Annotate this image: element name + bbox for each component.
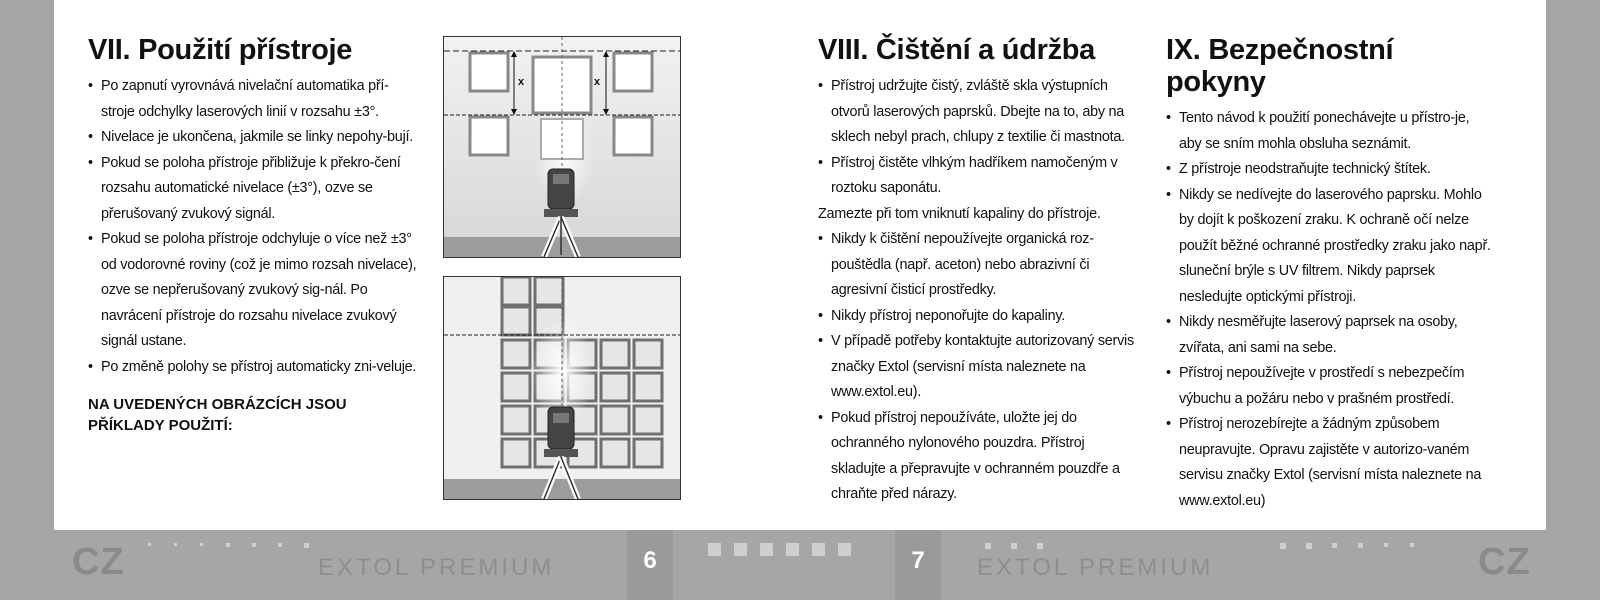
section-ix-list — [1166, 106, 1492, 514]
bullet-item: • V případě potřeby kontaktujte autorizovaný servis značky Extol (servisní místa naleznete na www.extol.eu). — [818, 329, 1140, 406]
footer-dot — [786, 543, 799, 556]
bullet-item: • Pokud přístroj nepoužíváte, uložte jej do ochranného nylonového pouzdra. Přístroj skladujte a přepravujte v ochranném pouzdře a chraňte před nárazy. — [818, 406, 1140, 508]
footer-dot — [1332, 543, 1337, 548]
footer-dot — [1037, 543, 1043, 549]
bullet-item: • Pokud se poloha přístroje přibližuje k překro-čení rozsahu automatické nivelace (±3°), ozve se přerušovaný zvukový signál. — [88, 151, 418, 228]
footer-dot — [200, 543, 203, 546]
footer-dot — [1280, 543, 1286, 549]
footer-dot — [760, 543, 773, 556]
bullet-item: • Nikdy nesměřujte laserový paprsek na osoby, zvířata, ani sami na sebe. — [1166, 310, 1492, 361]
footer-dot — [812, 543, 825, 556]
footer-dot — [304, 543, 309, 548]
section-viii-list-a — [818, 74, 1140, 202]
section-viii — [818, 34, 1140, 508]
brand-left: EXTOL PREMIUM — [318, 554, 555, 581]
bullet-item: • Přístroj nerozebírejte a žádným způsobem neupravujte. Opravu zajistěte v autorizo-vaném servisu značky Extol (servisní místa naleznete na www.extol.eu) — [1166, 412, 1492, 514]
section-ix — [1166, 34, 1492, 514]
footer-dot — [708, 543, 721, 556]
figure-tiles — [443, 276, 681, 500]
footer-dot — [148, 543, 151, 546]
footer-dot — [252, 543, 256, 547]
page-right — [800, 0, 1546, 530]
section-vii-list — [88, 74, 418, 380]
measure-label-left: x — [518, 76, 525, 88]
brand-right: EXTOL PREMIUM — [977, 554, 1214, 581]
figure-tiles-drawing — [444, 277, 680, 499]
section-vii — [88, 34, 418, 436]
lang-code-left: CZ — [72, 541, 125, 583]
footer-dot — [1410, 543, 1414, 547]
footer-dot — [1384, 543, 1388, 547]
section-viii-plain: Zamezte při tom vniknutí kapaliny do přístroje. — [818, 205, 1101, 222]
footer-dot — [734, 543, 747, 556]
section-viii-list-b — [818, 227, 1140, 508]
bullet-item: • Přístroj nepoužívejte v prostředí s nebezpečím výbuchu a požáru nebo v prašném prostředí. — [1166, 361, 1492, 412]
footer — [0, 530, 1600, 600]
footer-dot — [985, 543, 991, 549]
bullet-item: • Nikdy k čištění nepoužívejte organická roz-pouštědla (např. aceton) nebo abrazivní či agresivní čisticí prostředky. — [818, 227, 1140, 304]
footer-dot — [1358, 543, 1363, 548]
bullet-item: • Nivelace je ukončena, jakmile se linky nepohy-bují. — [88, 125, 418, 151]
bullet-item: • Nikdy přístroj neponořujte do kapaliny. — [818, 304, 1140, 330]
bullet-item: • Po změně polohy se přístroj automaticky zni-veluje. — [88, 355, 418, 381]
footer-dot — [838, 543, 851, 556]
measure-label-right: x — [594, 76, 601, 88]
bullet-item: • Pokud se poloha přístroje odchyluje o více než ±3° od vodorovné roviny (což je mimo rozsah nivelace), ozve se nepřerušovaný zvukový sig-nál. Po navrácení přístroje do rozsahu nivelace zvukový signál ustane. — [88, 227, 418, 355]
section-ix-title: IX. Bezpečnostní pokyny — [1166, 34, 1394, 98]
bullet-item: • Po zapnutí vyrovnává nivelační automatika pří-stroje odchylky laserových linií v rozsahu ±3°. — [88, 74, 418, 125]
laser-level-device — [544, 169, 578, 257]
bullet-item: • Přístroj čistěte vlhkým hadříkem namočeným v roztoku saponátu. — [818, 151, 1140, 202]
footer-dot — [278, 543, 282, 547]
page-left — [54, 0, 800, 530]
page-number-left: 6 — [627, 530, 673, 600]
figure-wall-pictures — [443, 36, 681, 258]
page-number-right: 7 — [895, 530, 941, 600]
bullet-item: • Tento návod k použití ponechávejte u přístro-je, aby se sním mohla obsluha seznámit. — [1166, 106, 1492, 157]
footer-dot — [1011, 543, 1017, 549]
bullet-item: • Z přístroje neodstraňujte technický štítek. — [1166, 157, 1492, 183]
figure-wall-pictures-drawing — [444, 37, 680, 257]
footer-dot — [174, 543, 177, 546]
bullet-item: • Přístroj udržujte čistý, zvláště skla výstupních otvorů laserových paprsků. Dbejte na to, aby na sklech nebyl prach, chlupy z textilie či mastnota. — [818, 74, 1140, 151]
footer-dot — [226, 543, 230, 547]
section-viii-title: VIII. Čištění a údržba — [818, 34, 1096, 66]
footer-dot — [1306, 543, 1312, 549]
lang-code-right: CZ — [1478, 541, 1531, 583]
section-vii-title: VII. Použití přístroje — [88, 34, 353, 66]
bullet-item: • Nikdy se nedívejte do laserového paprsku. Mohlo by dojít k poškození zraku. K ochraně očí nelze použít běžné ochranné prostředky zraku jako např. sluneční brýle s UV filtrem. Nikdy paprsek nesledujte optickými přístroji. — [1166, 183, 1492, 311]
examples-note: NA UVEDENÝCH OBRÁZCÍCH JSOU PŘÍKLADY POUŽITÍ: — [88, 396, 347, 434]
